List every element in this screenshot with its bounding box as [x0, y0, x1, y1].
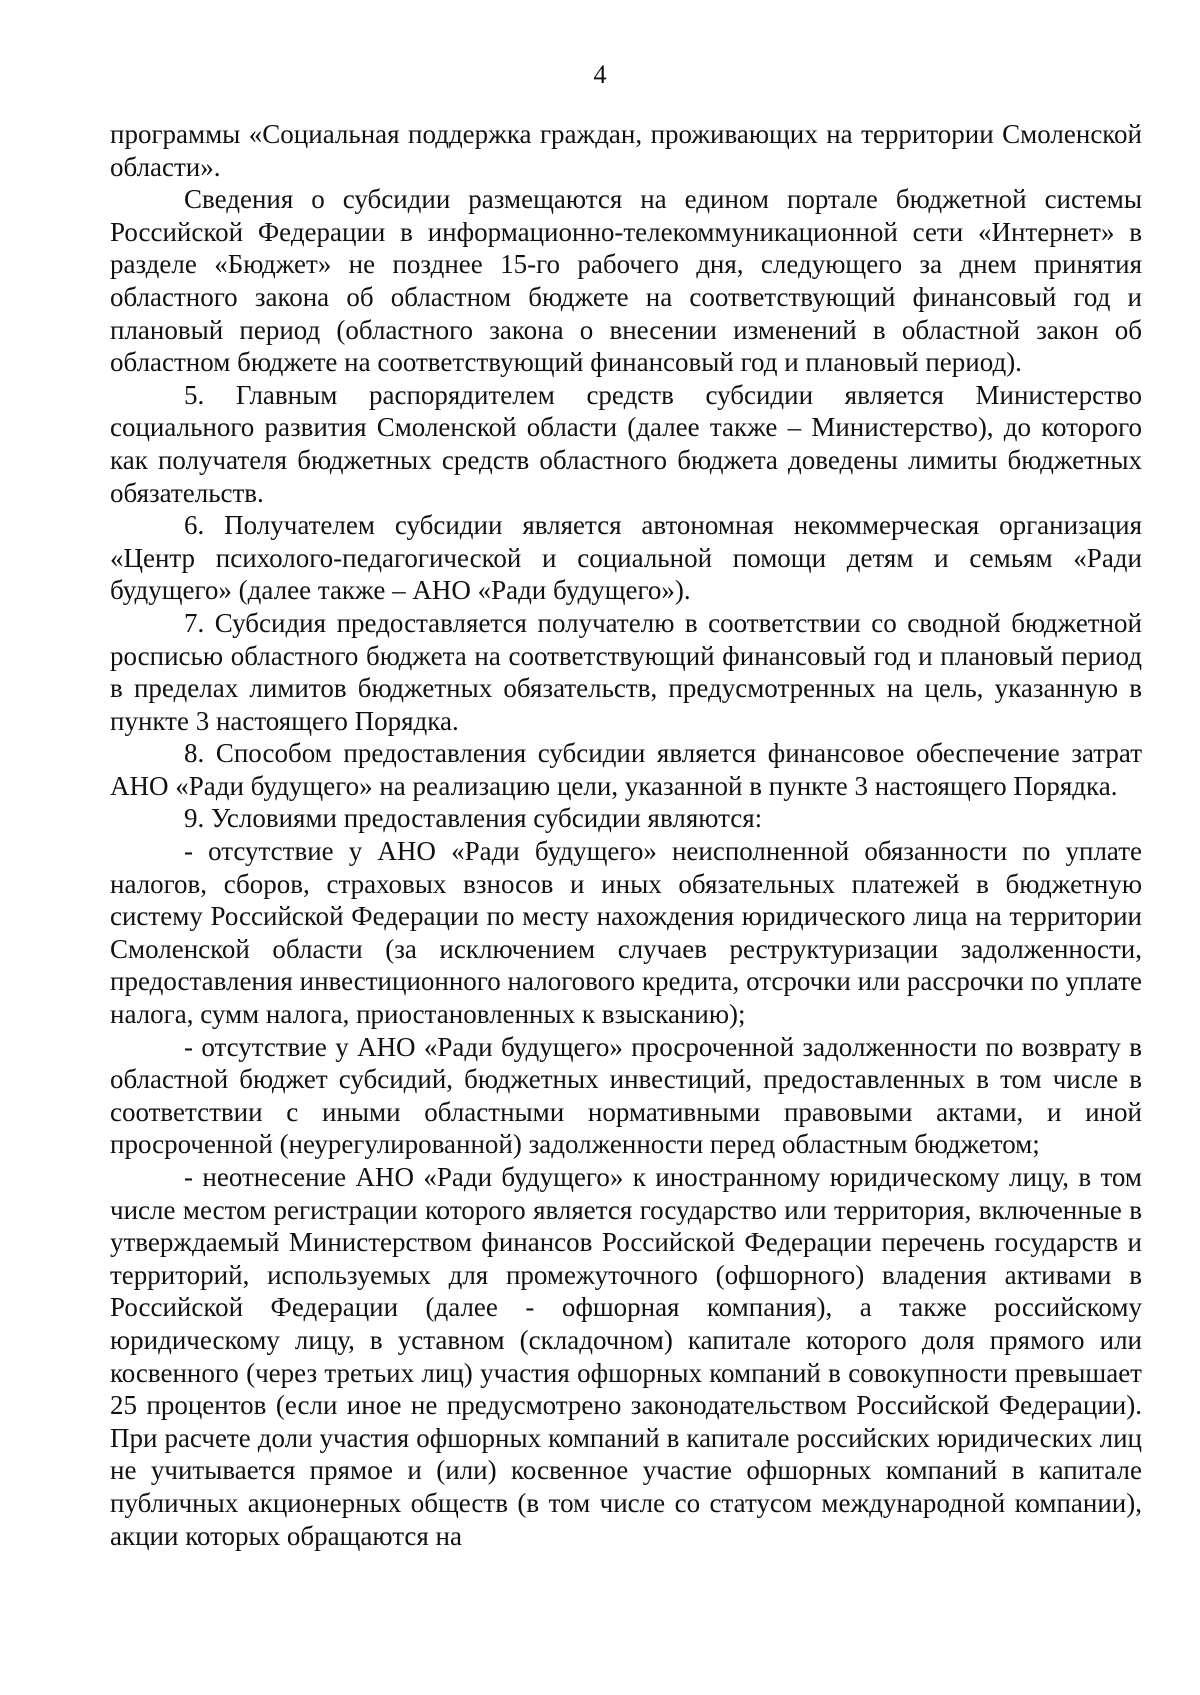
paragraph-program-title: программы «Социальная поддержка граждан, проживающих на территории Смоленской области». — [110, 119, 1142, 182]
paragraph-item-9: 9. Условиями предоставления субсидии являются: — [184, 803, 763, 834]
paragraph-subsidy-info: Сведения о субсидии размещаются на едином портале бюджетной системы Российской Федерации в информационно-телекоммуникационной сети «Интернет» в разделе «Бюджет» не позднее 15-го рабочего дня, следующего за днем принятия областного закона об областном бюджете на соответствующий финансовый год и плановый период (областного закона о внесении изменений в областной закон об областном бюджете на соответствующий финансовый год и плановый период). — [110, 184, 1142, 378]
paragraph-condition-taxes: - отсутствие у АНО «Ради будущего» неисполненной обязанности по уплате налогов, сборов, страховых взносов и иных обязательных платежей в бюджетную систему Российской Федерации по месту нахождения юридического лица на территории Смоленской области (за исключением случаев реструктуризации задолженности, предоставления инвестиционного налогового кредита, отсрочки или рассрочки по уплате налога, сумм налога, приостановленных к взысканию); — [110, 836, 1142, 1030]
paragraph-condition-debt: - отсутствие у АНО «Ради будущего» просроченной задолженности по возврату в областной бюджет субсидий, бюджетных инвестиций, предоставленных в том числе в соответствии с иными областными нормативными правовыми актами, и иной просроченной (неурегулированной) задолженности перед областным бюджетом; — [110, 1031, 1142, 1160]
paragraph-condition-offshore: - неотнесение АНО «Ради будущего» к иностранному юридическому лицу, в том числе местом регистрации которого является государство или территория, включенные в утверждаемый Министерством финансов Российской Федерации перечень государств и территорий, используемых для промежуточного (офшорного) владения активами в Российской Федерации (далее - офшорная компания), а также российскому юридическому лицу, в уставном (складочном) капитале которого доля прямого или косвенного (через третьих лиц) участия офшорных компаний в совокупности превышает 25 процентов (если иное не предусмотрено законодательством Российской Федерации). При расчете доли участия офшорных компаний в капитале российских юридических лиц не учитывается прямое и (или) косвенное участие офшорных компаний в капитале публичных акционерных обществ (в том числе со статусом международной компании), акции которых обращаются на — [110, 1162, 1142, 1551]
document-body — [110, 118, 1142, 1552]
page-number: 4 — [593, 60, 607, 89]
paragraph-item-8: 8. Способом предоставления субсидии является финансовое обеспечение затрат АНО «Ради будущего» на реализацию цели, указанной в пункте 3 настоящего Порядка. — [110, 738, 1142, 801]
paragraph-item-7: 7. Субсидия предоставляется получателю в соответствии со сводной бюджетной росписью областного бюджета на соответствующий финансовый год и плановый период в пределах лимитов бюджетных обязательств, предусмотренных на цель, указанную в пункте 3 настоящего Порядка. — [110, 607, 1142, 736]
paragraph-item-5: 5. Главным распорядителем средств субсидии является Министерство социального развития Смоленской области (далее также – Министерство), до которого как получателя бюджетных средств областного бюджета доведены лимиты бюджетных обязательств. — [110, 379, 1142, 508]
paragraph-item-6: 6. Получателем субсидии является автономная некоммерческая организация «Центр психолого-педагогической и социальной помощи детям и семьям «Ради будущего» (далее также – АНО «Ради будущего»). — [110, 510, 1142, 606]
